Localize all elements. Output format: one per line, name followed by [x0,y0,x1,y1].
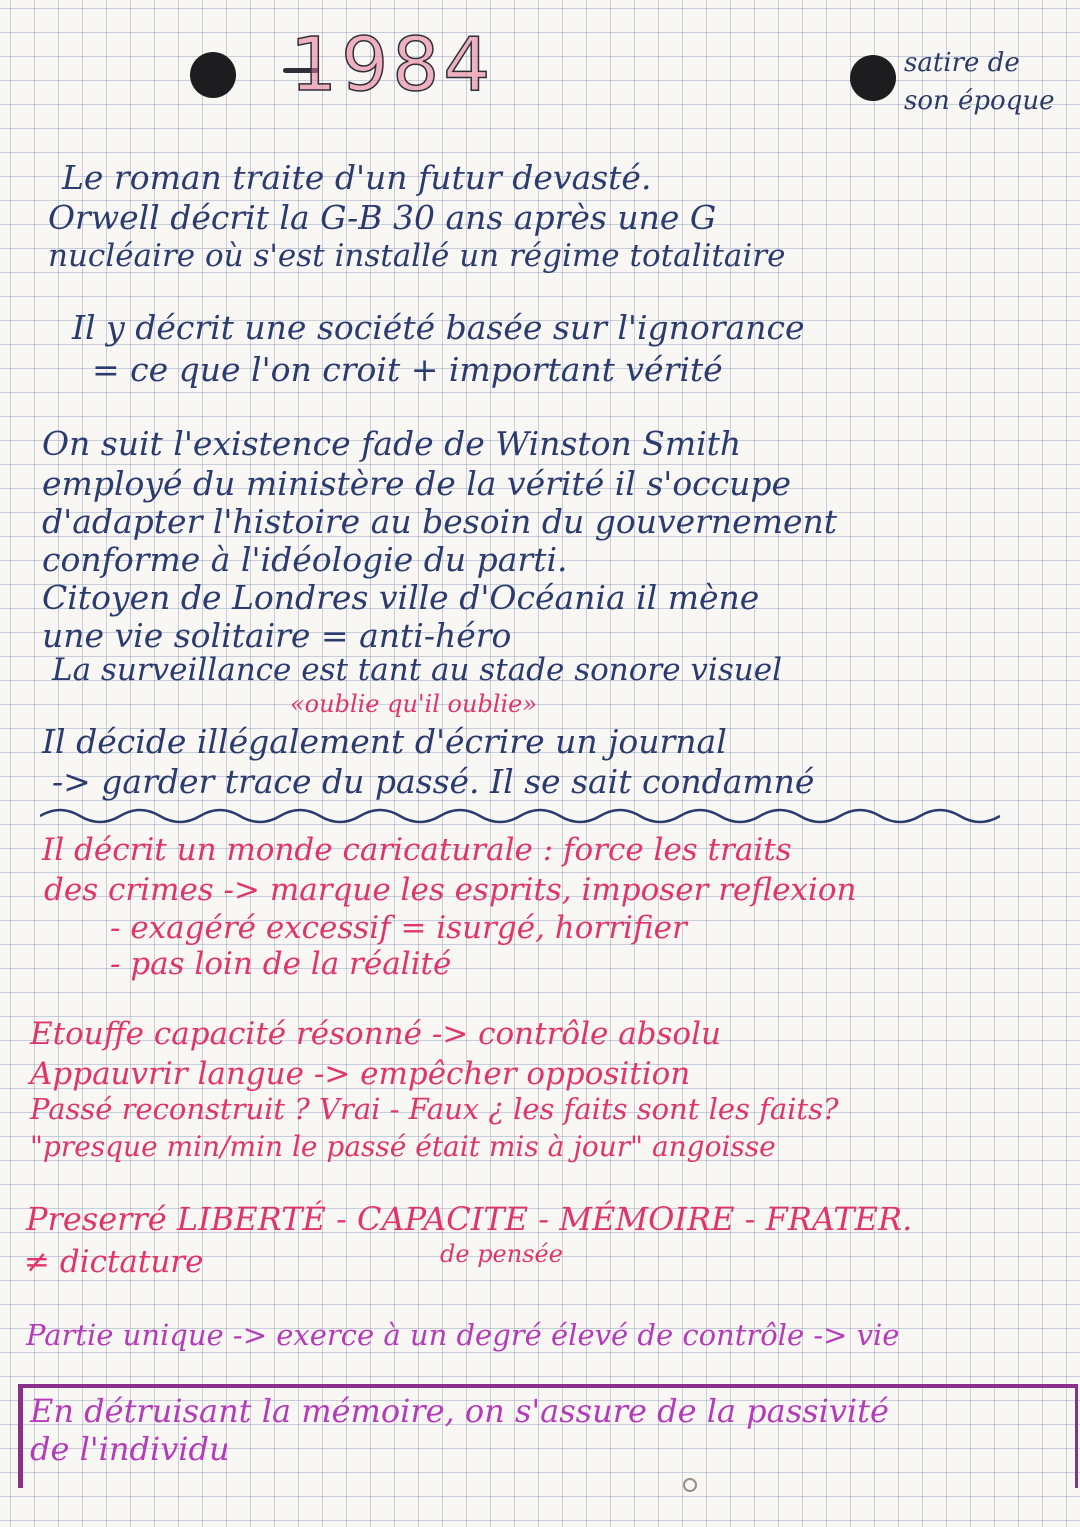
control-line: Passé reconstruit ? Vrai - Faux ¿ les faits sont les faits? [30,1092,839,1126]
winston-line: conforme à l'idéologie du parti. [42,540,568,579]
paper-mark [683,1478,697,1492]
party-line: Partie unique -> exerce à un degré élevé de contrôle -> vie [26,1318,900,1352]
control-line: "presque min/min le passé était mis à jour" angoisse [30,1130,776,1163]
binder-hole-left [190,52,236,98]
society-line: Il y décrit une société basée sur l'ignorance [72,308,805,347]
caricature-line: Il décrit un monde caricaturale : force les traits [42,832,792,868]
winston-line: employé du ministère de la vérité il s'occupe [42,464,792,503]
caricature-line: des crimes -> marque les esprits, imposer reflexion [44,872,857,908]
intro-line: Orwell décrit la G-B 30 ans après une G [48,198,717,237]
preserve-line: Preserré LIBERTÉ - CAPACITE - MÉMOIRE - FRATER. [26,1200,913,1238]
winston-line: Citoyen de Londres ville d'Océania il mène [42,578,760,617]
control-line: Etouffe capacité résonné -> contrôle absolu [30,1016,721,1052]
journal-line: -> garder trace du passé. Il se sait condamné [52,762,815,801]
winston-line: une vie solitaire = anti-héro [42,616,512,655]
oublie-quote: «oublie qu'il oublie» [290,690,538,718]
preserve-under: ≠ dictature [24,1244,204,1280]
caricature-line: - exagéré excessif = isurgé, horrifier [110,910,687,946]
winston-line: La surveillance est tant au stade sonore visuel [52,652,782,688]
winston-line: On suit l'existence fade de Winston Smith [42,424,742,463]
side-note [904,44,1074,120]
conclusion-line: de l'individu [30,1430,230,1468]
page-title: 1984 [290,22,495,108]
society-line: = ce que l'on croit + important vérité [92,350,723,389]
binder-hole-right [850,55,896,101]
preserve-sub: de pensée [440,1240,563,1268]
intro-line: Le roman traite d'un futur devasté. [62,158,652,197]
side-note-line: son époque [904,86,1055,116]
control-line: Appauvrir langue -> empêcher opposition [30,1056,691,1092]
caricature-line: - pas loin de la réalité [110,946,452,982]
winston-line: d'adapter l'histoire au besoin du gouvernement [42,502,838,541]
intro-line: nucléaire où s'est installé un régime totalitaire [48,238,786,274]
conclusion-line: En détruisant la mémoire, on s'assure de la passivité [30,1392,889,1430]
wavy-divider [40,800,1000,830]
journal-line: Il décide illégalement d'écrire un journal [42,722,727,761]
side-note-line: satire de [904,48,1020,78]
